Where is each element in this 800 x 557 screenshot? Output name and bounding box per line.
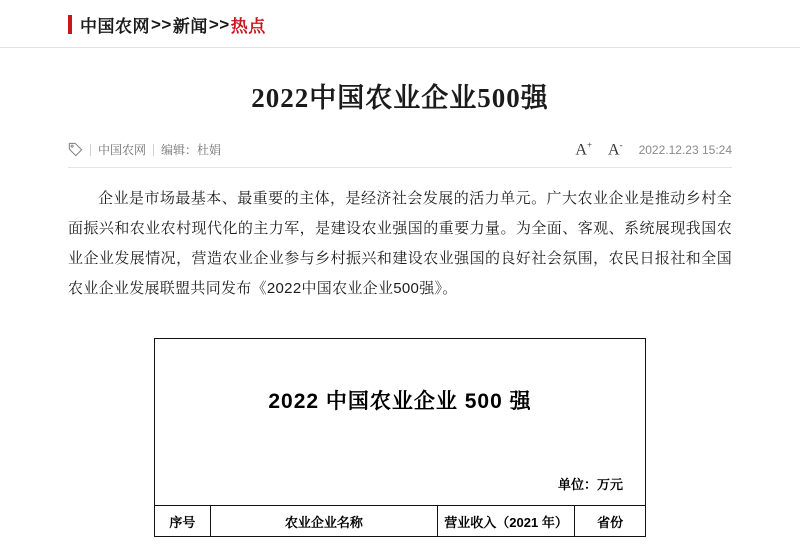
article-paragraph: 企业是市场最基本、最重要的主体，是经济社会发展的活力单元。广大农业企业是推动乡村全面振兴和农业农村现代化的主力军，是建设农业强国的重要力量。为全面、客观、系统展现我国农业企业发展情况，营造农业企业参与乡村振兴和建设农业强国的良好社会氛围，农民日报社和全国农业企业发展联盟共同发布《2022中国农业企业500强》。 [68,190,732,298]
article-meta-right [575,141,732,158]
breadcrumb [0,0,800,47]
column-header-company: 农业企业名称 [211,506,438,536]
meta-divider-1 [90,144,91,156]
breadcrumb-item-hot[interactable]: 热点 [230,17,266,36]
font-decrease-sup: - [619,140,623,150]
font-decrease-label: A [608,141,620,159]
breadcrumb-divider [0,47,800,48]
page-title: 2022中国农业企业500强 [251,83,549,113]
column-header-seq: 序号 [155,506,211,536]
breadcrumb-item-home[interactable]: 中国农网 [80,17,150,36]
ranking-table-figure [154,338,646,537]
breadcrumb-separator-1: >> [151,14,172,34]
font-size-increase-button[interactable] [575,141,592,158]
article-editor: 编辑：杜娟 [161,143,222,158]
font-increase-label: A [575,141,587,159]
ranking-table-heading: 2022 中国农业企业 500 强 [268,390,532,414]
article-timestamp: 2022.12.23 15:24 [638,142,732,157]
font-size-decrease-button[interactable] [608,141,623,158]
article-meta-left [68,141,221,158]
article-meta [68,141,732,168]
breadcrumb-item-news[interactable]: 新闻 [172,17,208,36]
breadcrumb-separator-2: >> [208,14,230,34]
accent-bar-icon [68,15,72,34]
meta-divider-2 [153,144,154,156]
column-header-province: 省份 [597,514,624,530]
font-increase-sup: + [586,140,593,150]
article-source: 中国农网 [98,143,147,158]
ranking-table-header-row [155,506,645,536]
tag-icon [68,142,83,157]
ranking-table-unit: 单位：万元 [155,461,645,506]
column-header-revenue: 营业收入（2021 年） [438,506,575,536]
